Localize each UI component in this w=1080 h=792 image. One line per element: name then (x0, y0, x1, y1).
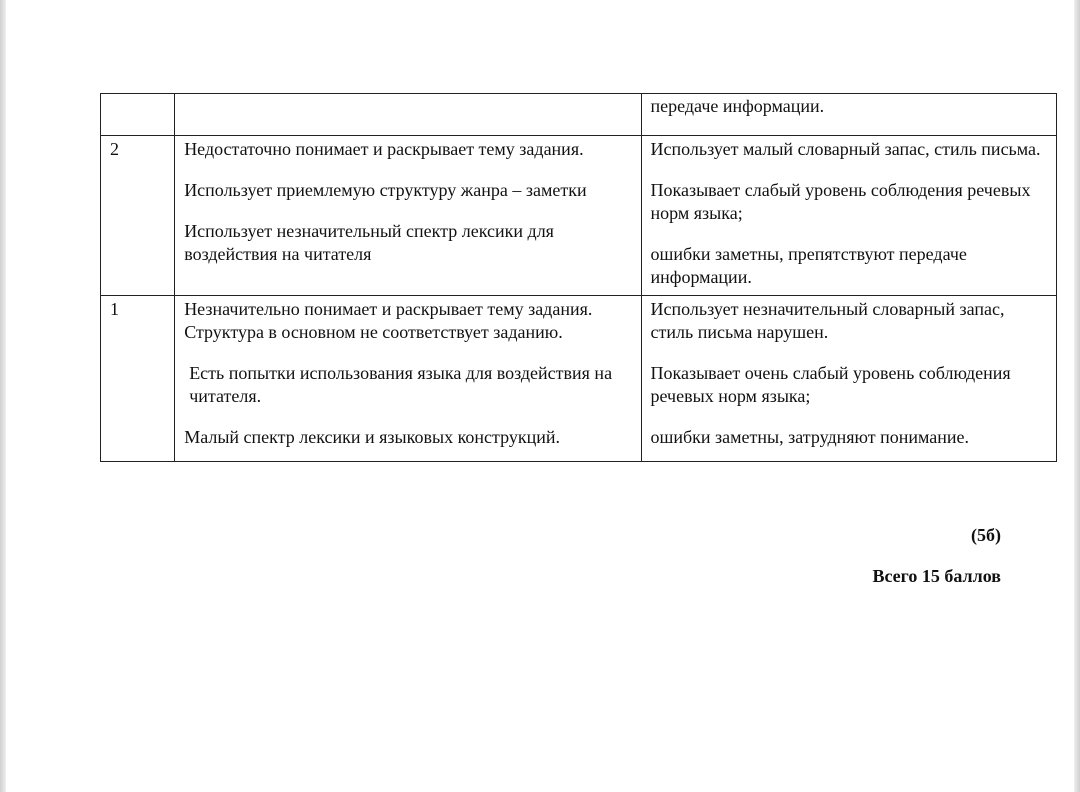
score-value: 1 (110, 299, 119, 319)
table-row (101, 296, 1057, 462)
criteria-paragraph: Показывает очень слабый уровень соблюдения речевых норм языка; (650, 363, 1011, 406)
criteria-paragraph: Недостаточно понимает и раскрывает тему задания. (184, 139, 584, 159)
criteria-paragraph: Использует незначительный спектр лексики для воздействия на читателя (184, 221, 554, 264)
content-criteria-cell (175, 296, 641, 462)
language-criteria-cell (641, 94, 1056, 136)
criteria-paragraph: Показывает слабый уровень соблюдения речевых норм языка; (650, 180, 1031, 223)
criteria-paragraph: Использует незначительный словарный запас, стиль письма нарушен. (650, 299, 1005, 342)
page-edge-left (0, 0, 6, 792)
content-criteria-cell (175, 94, 641, 136)
page-edge-right (1074, 0, 1080, 792)
criteria-paragraph: Есть попытки использования языка для воздействия на читателя. (189, 363, 613, 406)
section-points: (5б) (971, 525, 1001, 545)
criteria-paragraph: Малый спектр лексики и языковых конструкций. (184, 427, 561, 447)
score-cell (101, 296, 175, 462)
total-points: Всего 15 баллов (872, 566, 1001, 586)
table-row (101, 136, 1057, 296)
table-row (101, 94, 1057, 136)
language-criteria-cell (641, 136, 1056, 296)
rubric-table (100, 93, 1057, 462)
criteria-paragraph: Использует малый словарный запас, стиль письма. (650, 139, 1041, 159)
criteria-paragraph: передаче информации. (650, 96, 825, 116)
score-cell (101, 94, 175, 136)
score-cell (101, 136, 175, 296)
criteria-paragraph: Использует приемлемую структуру жанра – заметки (184, 180, 587, 200)
content-criteria-cell (175, 136, 641, 296)
language-criteria-cell (641, 296, 1056, 462)
criteria-paragraph: ошибки заметны, затрудняют понимание. (650, 427, 970, 447)
score-value: 2 (110, 139, 119, 159)
criteria-paragraph: Незначительно понимает и раскрывает тему задания. Структура в основном не соответствует заданию. (184, 299, 593, 342)
criteria-paragraph: ошибки заметны, препятствуют передаче информации. (650, 244, 967, 287)
